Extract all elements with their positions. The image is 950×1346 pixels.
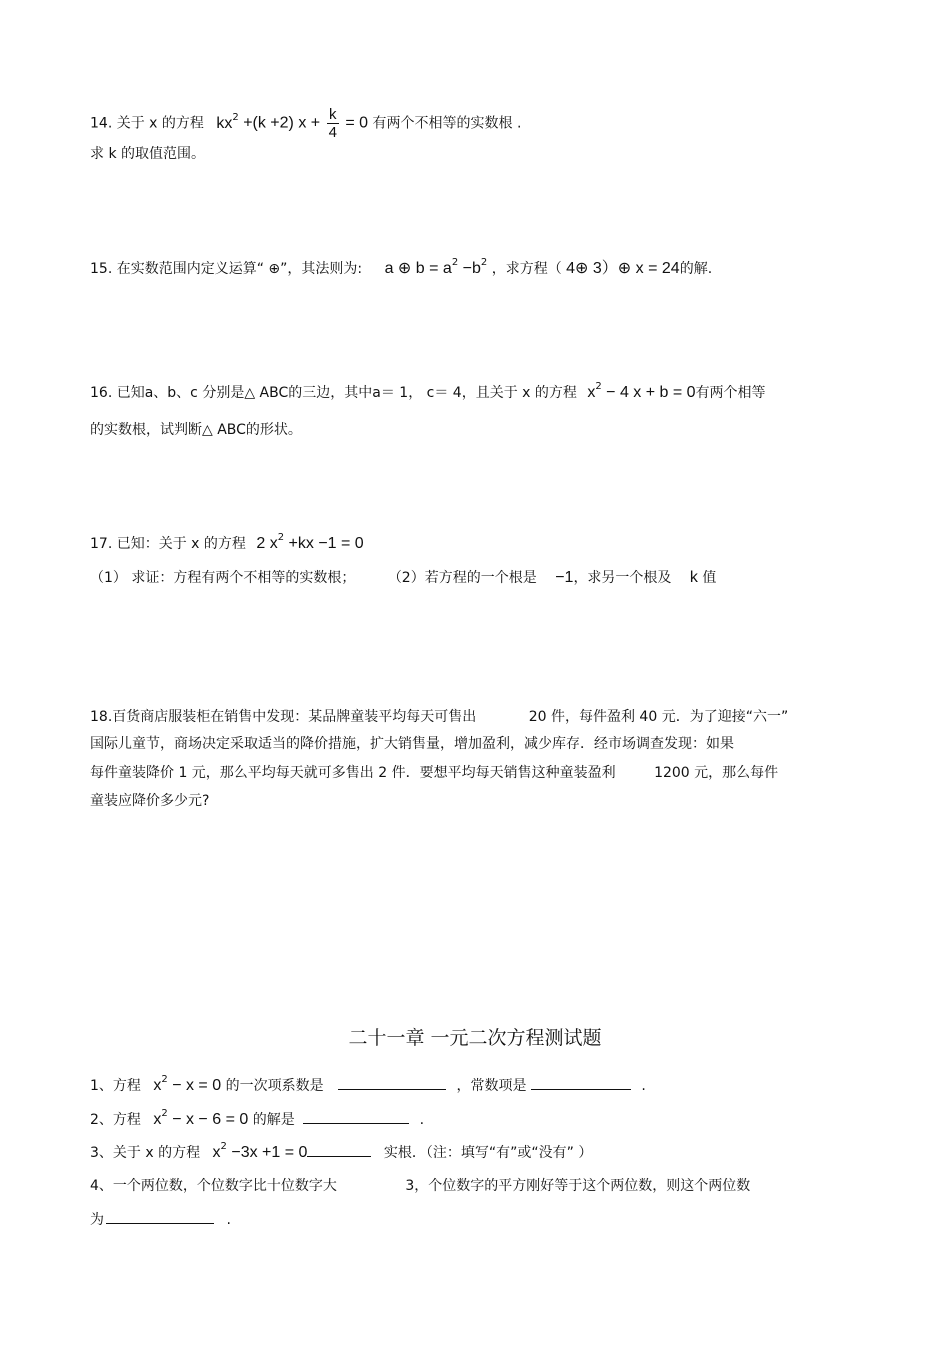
q15-suffix: 的解. [679, 261, 713, 277]
question-15 [90, 259, 712, 281]
f2-eq-a: x [153, 1111, 162, 1128]
q14-line2: 求 k 的取值范围。 [90, 146, 206, 162]
q16-line2: 的实数根，试判断△ ABC的形状。 [90, 422, 302, 438]
f2-end: . [419, 1112, 425, 1128]
f2-mid: 的解是 [252, 1112, 295, 1128]
f2-prefix: 2、方程 [90, 1112, 141, 1128]
q18-line1a: 18.百货商店服装柜在销售中发现：某品牌童装平均每天可售出 [90, 709, 477, 725]
q17-root: −1 [555, 569, 574, 586]
f1-blank-constant[interactable] [531, 1075, 631, 1090]
question-16 [90, 383, 766, 405]
q16-prefix: 16. 已知a、b、c 分别是△ ABC的三边，其中a＝ 1， c＝ 4，且关于 x 的方程 [90, 385, 577, 401]
fill-question-3 [90, 1142, 592, 1165]
f1-mid: 的一次项系数是 [225, 1078, 324, 1094]
f4-line1a: 4、一个两位数，个位数字比十位数字大 [90, 1178, 337, 1194]
f1-end: . [641, 1078, 646, 1094]
f2-sup: 2 [161, 1108, 168, 1119]
q15-prefix: 15. 在实数范围内定义运算“ ⊕”，其法则为: [90, 261, 363, 277]
q17-parts [90, 568, 716, 588]
f1-sup: 2 [161, 1074, 168, 1085]
q15-mid: ，求方程（ [491, 261, 562, 277]
q14-eq-b: +(k +2) x + [243, 114, 321, 132]
f4-blank-number[interactable] [106, 1209, 214, 1224]
f4-line1b: 3，个位数字的平方刚好等于这个两位数，则这个两位数 [405, 1178, 751, 1194]
q16-eq-a: x [587, 384, 596, 401]
q14-frac-num: k [327, 106, 339, 124]
q17-eq-b: +kx −1 = 0 [284, 535, 364, 552]
q18-line1b: 20 件，每件盈利 40 元．为了迎接“六一” [528, 709, 789, 725]
f3-suffix: 实根．（注：填写“有”或“没有” ） [383, 1145, 593, 1161]
q14-suffix: 有两个不相等的实数根 . [372, 115, 522, 132]
q15-eq-c: 4⊕ 3）⊕ x = 24 [566, 260, 680, 277]
q18-line4: 童装应降价多少元? [90, 793, 210, 809]
question-17 [90, 534, 364, 556]
f1-eq-a: x [153, 1077, 162, 1094]
q15-eq-a: a ⊕ b = a [384, 260, 452, 277]
q16-sup: 2 [595, 381, 602, 392]
f1-prefix: 1、方程 [90, 1078, 141, 1094]
q18-line3b: 1200 元，那么每件 [654, 765, 779, 781]
q15-sup2: 2 [480, 257, 488, 268]
f4-line2a: 为 [90, 1212, 104, 1228]
fill-question-4-line2 [90, 1209, 231, 1230]
f3-eq-b: −3x +1 = 0 [226, 1144, 308, 1161]
q17-eq-a: 2 x [256, 535, 278, 552]
q15-eq-b: −b [458, 260, 481, 277]
fill-question-2 [90, 1109, 424, 1132]
f1-blank-coefficient[interactable] [338, 1075, 446, 1090]
q18-line2: 国际儿童节，商场决定采取适当的降价措施，扩大销售量，增加盈利，减少库存．经市场调查发现：如果 [90, 736, 734, 752]
f2-eq-b: − x − 6 = 0 [167, 1111, 249, 1128]
f3-blank-roots[interactable] [307, 1142, 371, 1157]
q14-frac-den: 4 [328, 124, 337, 141]
q14-eq-a: kx [216, 114, 233, 132]
q17-part4: 值 [702, 570, 717, 586]
f1-eq-b: − x = 0 [167, 1077, 222, 1094]
f3-sup: 2 [220, 1141, 227, 1152]
q18-line3a: 每件童装降价 1 元，那么平均每天就可多售出 2 件．要想平均每天销售这种童装盈利 [90, 765, 616, 781]
q14-prefix: 14. 关于 x 的方程 [90, 115, 204, 132]
q14-eq-sup: 2 [232, 111, 239, 123]
q17-part1: （1） 求证：方程有两个不相等的实数根； [90, 570, 356, 586]
q17-prefix: 17. 已知：关于 x 的方程 [90, 536, 246, 552]
f2-blank-solution[interactable] [303, 1109, 409, 1124]
question-18-line1 [90, 707, 788, 727]
fill-question-4 [90, 1176, 750, 1196]
f3-eq-a: x [212, 1144, 221, 1161]
q16-eq-b: − 4 x + b = 0 [601, 384, 696, 401]
test-title: 二十一章 一元二次方程测试题 [348, 1027, 602, 1049]
f4-line2b: . [226, 1212, 231, 1228]
question-14 [90, 106, 521, 141]
f1-sep: ，常数项是 [456, 1078, 527, 1094]
f3-prefix: 3、关于 x 的方程 [90, 1145, 201, 1161]
q17-part2: （2）若方程的一个根是 [387, 570, 537, 586]
q17-sup: 2 [277, 532, 285, 543]
q17-k: k [689, 569, 698, 586]
q17-part3: ，求另一个根及 [573, 570, 672, 586]
q15-sup1: 2 [451, 257, 459, 268]
q16-suffix: 有两个相等 [695, 385, 766, 401]
fill-question-1 [90, 1075, 646, 1098]
q14-fraction [327, 106, 339, 141]
q14-eq-c: = 0 [345, 114, 369, 132]
q18-line3 [90, 763, 778, 783]
